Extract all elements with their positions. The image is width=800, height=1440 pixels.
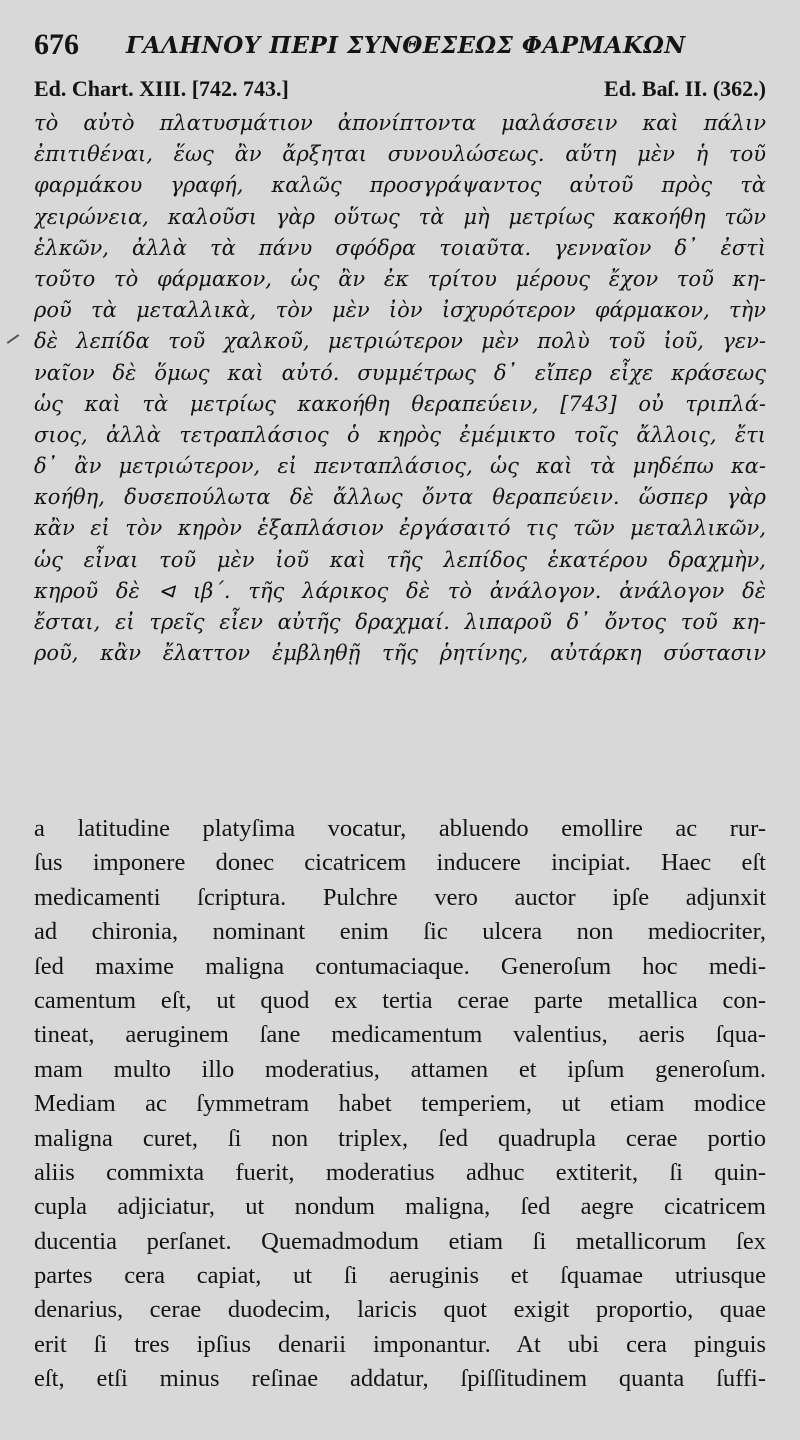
latin-text-line: partes cera capiat, ut ſi aeruginis et ſquamae utriusque xyxy=(34,1262,766,1290)
greek-text-line: σιος, ἀλλὰ τετραπλάσιος ὁ κηρὸς ἐμέμικτο τοῖς ἄλλοις, ἔτι xyxy=(34,422,766,447)
greek-text-line: ὡς καὶ τὰ μετρίως κακοήθη θεραπεύειν, [743] οὐ τριπλά- xyxy=(34,391,766,416)
greek-text-line: ροῦ τὰ μεταλλικὰ, τὸν μὲν ἰὸν ἰσχυρότερον φάρμακον, τὴν xyxy=(34,298,766,323)
latin-text-line: ſus imponere donec cicatricem inducere incipiat. Haec eſt xyxy=(34,849,766,877)
latin-text-line: a latitudine platyſima vocatur, abluendo emollire ac rur- xyxy=(34,815,766,842)
greek-text-line: κηροῦ δὲ ⊲ ιβ΄. τῆς λάρικος δὲ τὸ ἀνάλογον. ἀνάλογον δὲ xyxy=(34,578,766,603)
greek-text-block xyxy=(34,108,766,669)
latin-text-line: aliis commixta fuerit, moderatius adhuc extiterit, ſi quin- xyxy=(34,1158,766,1186)
greek-text-line: κἂν εἰ τὸν κηρὸν ἑξαπλάσιον ἐργάσαιτό τις τῶν μεταλλικῶν, xyxy=(34,516,766,541)
latin-text-line: cupla adjiciatur, ut nondum maligna, ſed aegre cicatricem xyxy=(34,1193,766,1221)
running-title: ΓΑΛΗΝΟΥ ΠΕΡΙ ΣΥΝΘΕΣΕΩΣ ΦΑΡΜΑΚΩΝ xyxy=(126,32,686,59)
page-header xyxy=(34,28,760,68)
latin-text-line: maligna curet, ſi non triplex, ſed quadrupla cerae portio xyxy=(34,1124,766,1152)
latin-text-line: ſed maxime maligna contumaciaque. Generoſum hoc medi- xyxy=(34,952,766,980)
greek-text-line: τὸ αὐτὸ πλατυσμάτιον ἀπονίπτοντα μαλάσσειν καὶ πάλιν xyxy=(34,111,766,135)
page-number: 676 xyxy=(34,28,79,61)
latin-text-line: tineat, aeruginem ſane medicamentum valentius, aeris ſqua- xyxy=(34,1021,766,1049)
edition-chart-reference: Ed. Chart. XIII. [742. 743.] xyxy=(34,76,289,101)
greek-text-line: κοήθη, δυσεπούλωτα δὲ ἄλλως ὄντα θεραπεύειν. ὥσπερ γὰρ xyxy=(34,485,766,510)
latin-text-line: ducentia perſanet. Quemadmodum etiam ſi metallicorum ſex xyxy=(34,1227,766,1255)
greek-text-line: ἑλκῶν, ἀλλὰ τὰ πάνυ σφόδρα τοιαῦτα. γενναῖον δ᾽ ἐστὶ xyxy=(34,235,766,260)
latin-text-block xyxy=(34,812,766,1397)
greek-text-line: δὲ λεπίδα τοῦ χαλκοῦ, μετριώτερον μὲν πολὺ τοῦ ἰοῦ, γεν- xyxy=(34,329,766,354)
greek-text-line: τοῦτο τὸ φάρμακον, ὡς ἂν ἐκ τρίτου μέρους ἔχον τοῦ κη- xyxy=(34,266,766,291)
latin-text-line: erit ſi tres ipſius denarii imponantur. At ubi cera pinguis xyxy=(34,1330,766,1358)
greek-text-line: ὡς εἶναι τοῦ μὲν ἰοῦ καὶ τῆς λεπίδος ἑκατέρου δραχμὴν, xyxy=(34,547,766,572)
greek-text-line: φαρμάκου γραφή, καλῶς προσγράψαντος αὐτοῦ πρὸς τὰ xyxy=(34,173,766,198)
latin-text-line: medicamenti ſcriptura. Pulchre vero auctor ipſe adjunxit xyxy=(34,883,766,911)
latin-text-line: Mediam ac ſymmetram habet temperiem, ut etiam modice xyxy=(34,1090,766,1118)
edition-basel-reference: Ed. Baſ. II. (362.) xyxy=(604,76,766,101)
greek-text-line: χειρώνεια, καλοῦσι γὰρ οὕτως τὰ μὴ μετρίως κακοήθη τῶν xyxy=(34,204,766,229)
greek-text-line: ροῦ, κἂν ἔλαττον ἐμβληθῇ τῆς ῥητίνης, αὐτάρκη σύστασιν xyxy=(34,641,766,666)
edition-reference-line xyxy=(34,76,766,108)
latin-text-line: eſt, etſi minus reſinae addatur, ſpiſſitudinem quanta ſuffi- xyxy=(34,1365,766,1393)
latin-text-line: camentum eſt, ut quod ex tertia cerae parte metallica con- xyxy=(34,986,766,1014)
greek-text-line: δ᾽ ἂν μετριώτερον, εἰ πενταπλάσιος, ὡς καὶ τὰ μηδέπω κα- xyxy=(34,454,766,479)
latin-text-line: denarius, cerae duodecim, laricis quot exigit proportio, quae xyxy=(34,1296,766,1324)
latin-text-line: ad chironia, nominant enim ſic ulcera non mediocriter, xyxy=(34,918,766,946)
greek-text-line: ἔσται, εἰ τρεῖς εἶεν αὐτῆς δραχμαί. λιπαροῦ δ᾽ ὄντος τοῦ κη- xyxy=(34,610,766,634)
greek-text-line: ἐπιτιθέναι, ἕως ἂν ἄρξηται συνουλώσεως. αὕτη μὲν ἡ τοῦ xyxy=(34,142,766,167)
greek-text-line: ναῖον δὲ ὅμως καὶ αὐτό. συμμέτρως δ᾽ εἴπερ εἶχε κράσεως xyxy=(34,360,766,385)
latin-text-line: mam multo illo moderatius, attamen et ipſum generoſum. xyxy=(34,1055,766,1083)
margin-mark xyxy=(7,334,20,344)
